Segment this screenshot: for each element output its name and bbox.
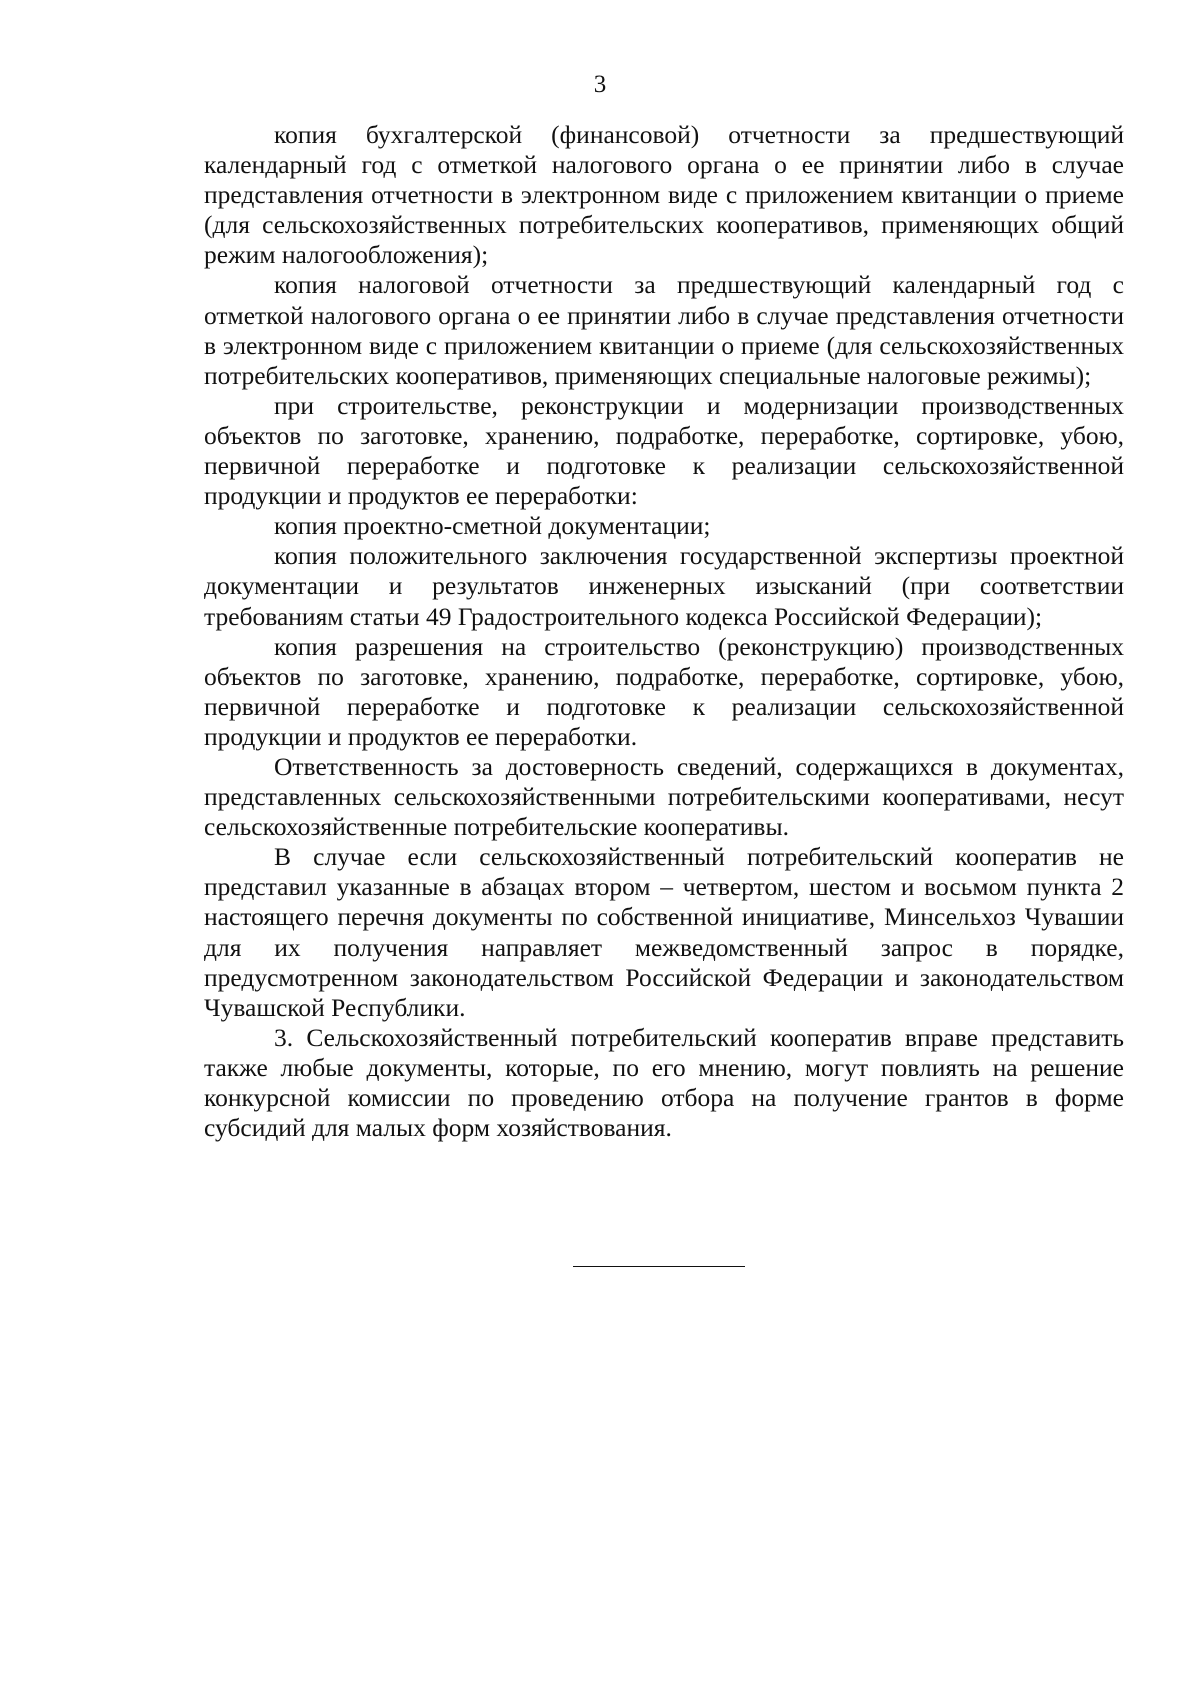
paragraph-estimate-documentation: копия проектно-сметной документации; bbox=[274, 511, 711, 541]
paragraph-accounting-report-copy: копия бухгалтерской (финансовой) отчетности за предшествующий календарный год с отметкой налогового органа о ее принятии либо в случае представления отчетности в электронном виде с приложением квитанции о приеме (для сельскохозяйственных потребительских кооперативов, применяющих общий режим налогообложения); bbox=[204, 120, 1124, 270]
page-number: 3 bbox=[593, 71, 607, 98]
paragraph-building-permit: копия разрешения на строительство (реконструкцию) производственных объектов по заготовке, хранению, подработке, переработке, сортировке, убою, первичной переработке и подготовке к реализации сельскохозяйственной продукции и продуктов ее переработки. bbox=[204, 631, 1124, 751]
paragraph-tax-report-copy: копия налоговой отчетности за предшествующий календарный год с отметкой налогового органа о ее принятии либо в случае представления отчетности в электронном виде с приложением квитанции о приеме (для сельскохозяйственных потребительских кооперативов, применяющих специальные налоговые режимы); bbox=[204, 270, 1124, 390]
document-body bbox=[204, 120, 1124, 1143]
paragraph-construction-condition: при строительстве, реконструкции и модернизации производственных объектов по заготовке, хранению, подработке, переработке, сортировке, убою, первичной переработке и подготовке к реализации сельскохозяйственной продукции и продуктов ее переработки: bbox=[204, 390, 1124, 511]
paragraph-additional-documents: 3. Сельскохозяйственный потребительский кооператив вправе представить также любые документы, которые, по его мнению, могут повлиять на решение конкурсной комиссии по проведению отбора на получение грантов в форме субсидий для малых форм хозяйствования. bbox=[204, 1022, 1124, 1143]
end-divider bbox=[573, 1266, 745, 1267]
paragraph-state-expertise: копия положительного заключения государственной экспертизы проектной документации и результатов инженерных изысканий (при соответствии требованиям статьи 49 Градостроительного кодекса Российской Федерации); bbox=[204, 541, 1124, 631]
paragraph-responsibility: Ответственность за достоверность сведений, содержащихся в документах, представленных сельскохозяйственными потребительскими кооперативами, несут сельскохозяйственные потребительские кооперативы. bbox=[204, 751, 1124, 842]
paragraph-interagency-request: В случае если сельскохозяйственный потребительский кооператив не представил указанные в абзацах втором – четвертом, шестом и восьмом пункта 2 настоящего перечня документы по собственной инициативе, Минсельхоз Чувашии для их получения направляет межведомственный запрос в порядке, предусмотренном законодательством Российской Федерации и законодательством Чувашской Республики. bbox=[204, 842, 1124, 1022]
